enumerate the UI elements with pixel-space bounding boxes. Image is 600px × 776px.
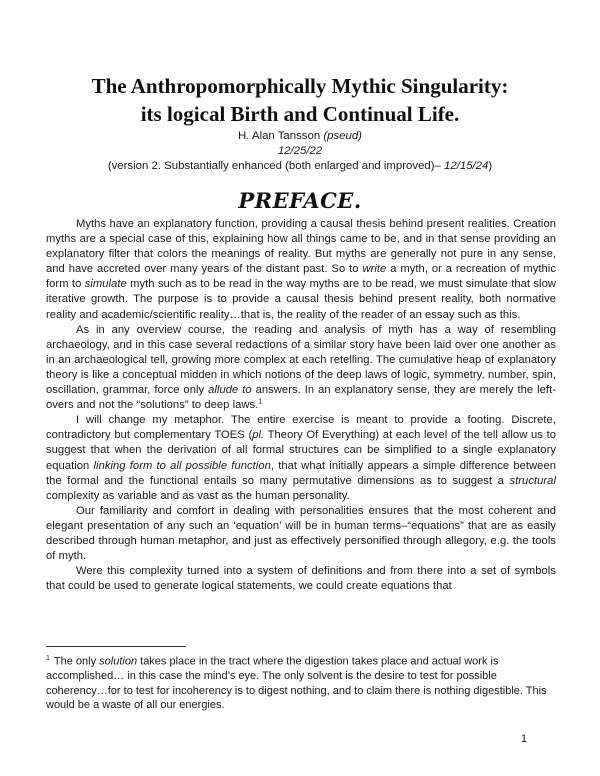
p3-emph-structural: structural — [509, 474, 556, 487]
title-line-1: The Anthropomorphically Mythic Singularity: — [91, 74, 509, 98]
version-close: ) — [488, 160, 493, 172]
version-text: (version 2. Substantially enhanced (both enlarged and improved)– — [107, 160, 445, 172]
p1-emph-write: write — [362, 263, 387, 276]
author-note: (pseud) — [323, 130, 362, 142]
version-line — [0, 158, 600, 174]
body-text — [46, 217, 556, 594]
author-line — [0, 128, 600, 144]
p3-emph-pl: pl. — [252, 429, 265, 442]
p1-emph-simulate: simulate — [84, 278, 127, 291]
preface-heading — [0, 187, 600, 215]
p1-text-c: a myth, or a recreation of mythic form to — [46, 263, 556, 291]
footnote-text-a: The only — [53, 655, 100, 668]
p3-text-c: Theory Of Everything) at each level of the tell allow us to suggest that when the derivation of all formal structures can be simplified to a single explanatory equation — [46, 429, 556, 472]
p3-text-e: , that what initially appears a simple difference between the formal and the functional entails so many permutative dimensions as to suggest a — [46, 459, 556, 487]
paragraph-3 — [46, 413, 556, 504]
paragraph-4: Our familiarity and comfort in dealing with personalities ensures that the most coherent and elegant presentation of any such an ‘equation’ will be in human terms–“equations” that are as easily described through human metaphor, and just as effectively personified through allegory, e.g. the tools of myth. — [46, 504, 556, 563]
paragraph-2 — [46, 323, 556, 414]
paragraph-5: Were this complexity turned into a system of definitions and from there into a set of symbols that could be used to generate logical statements, we could create equations that — [46, 565, 556, 593]
p2-text-c: answers. In an explanatory sense, they are merely the left-overs and not the “solutions” to deep laws. — [46, 384, 557, 412]
author-name: H. Alan Tansson — [238, 130, 321, 142]
p3-text-g: complexity as variable and as vast as the human personality. — [46, 489, 350, 502]
date-line: 12/25/22 — [277, 145, 323, 157]
footnote-text-c: takes place in the tract where the digestion takes place and actual work is accomplished… in this case the mind’s eye. The only solvent is the desire to test for possible coherency…for to test for incoherency is to digest nothing, and to claim there is nothing digestible. This would be a waste of all our energies. — [46, 655, 547, 712]
footnote-emph-solution: solution — [99, 655, 138, 668]
paragraph-1 — [46, 217, 556, 323]
p3-text-a: I will change my metaphor. The entire exercise is meant to provide a footing. Discrete, contradictory but complementary TOES ( — [46, 414, 556, 442]
preface-heading-text: PREFACE — [238, 188, 354, 213]
footnote-mark: 1 — [46, 655, 50, 662]
footnote-1 — [46, 652, 556, 713]
p2-emph-allude: allude to — [208, 384, 252, 397]
p2-text-a: As in any overview course, the reading and analysis of myth has a way of resembling archaeology, and in this case several redactions of a similar story have been laid over one another as in an archaeological tell, growing more complex at each retelling. The cumulative heap of explanatory theory is like a conceptual midden in which notions of the deep laws of logic, symmetry, number, spin, oscillation, grammar, force only — [46, 323, 556, 397]
footnote-rule — [46, 646, 186, 647]
footnote-ref[interactable]: 1 — [258, 398, 263, 406]
p3-emph-linking: linking form to all possible function — [93, 459, 271, 472]
title-line-2: its logical Birth and Continual Life. — [140, 102, 460, 126]
page-number: 1 — [521, 733, 528, 745]
p1-text-a: Myths have an explanatory function, providing a causal thesis behind present realities. Creation myths are a special case of this, explaining how all things came to be, and in that sense providing an explanatory filter that colors the meanings of reality. But myths are generally not pure in any sense, and have accreted over many years of the distant past. So to — [46, 218, 556, 276]
p1-text-e: myth such as to be read in the way myths are to be read, we must simulate that slow iterative growth. The purpose is to provide a causal thesis behind present reality, both normative reality and academic/scientific reality…that is, the reality of the reader of an essay such as this. — [46, 278, 556, 321]
version-date: 12/15/24 — [444, 160, 489, 172]
preface-heading-dot: . — [353, 188, 362, 213]
